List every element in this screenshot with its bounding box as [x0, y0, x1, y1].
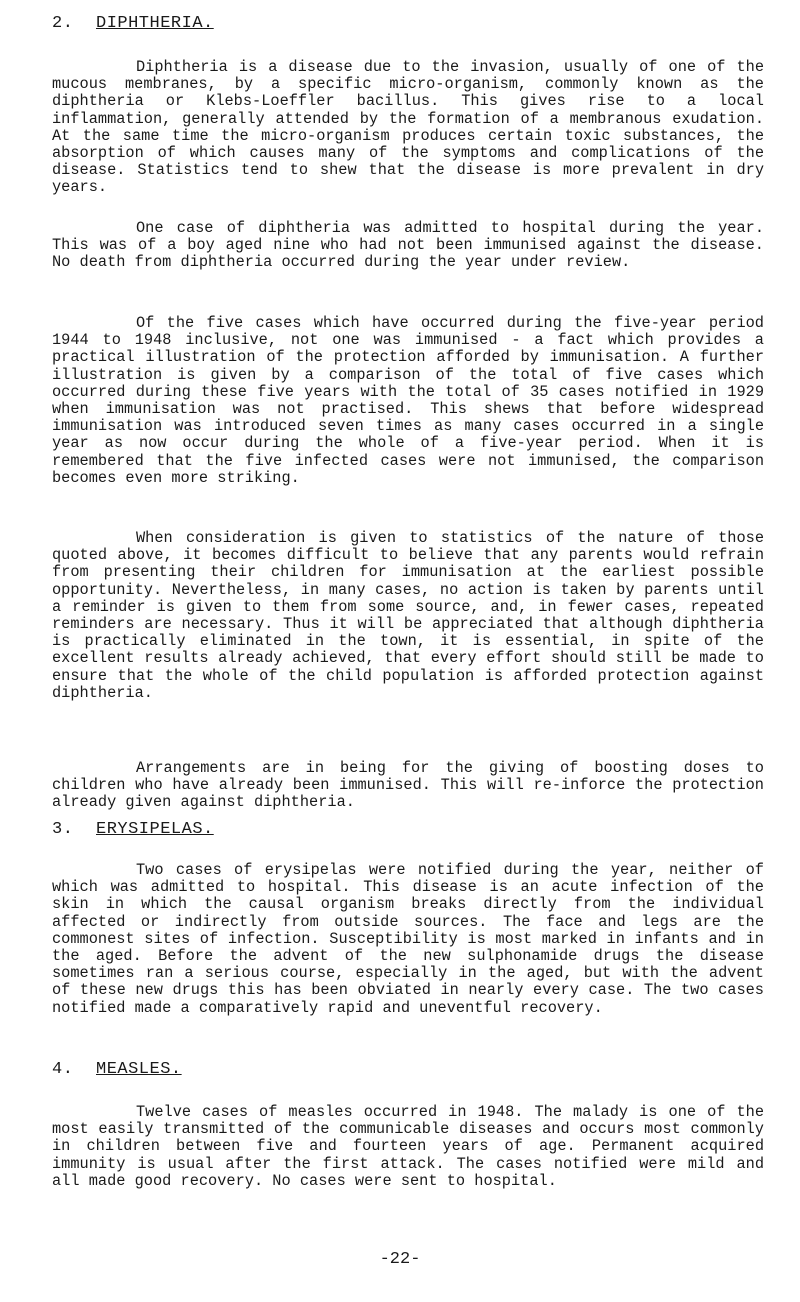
- paragraph-text: Twelve cases of measles occurred in 1948. The malady is one of the most easily transmitted of the communicable diseases and occurs most commonly in children between five and fourteen years of age. Permanent acquired immunity is usual after the first attack. The cases notified were mild and all made good recovery. No cases were sent to hospital.: [52, 1103, 764, 1190]
- section-heading-erysipelas: [52, 820, 214, 839]
- paragraph-text: Of the five cases which have occurred during the five-year period 1944 to 1948 inclusive, not one was immunised - a fact which provides a practical illustration of the protection afforded by immunisation. A further illustration is given by a comparison of the total of five cases which occurred during these five years with the total of 35 cases notified in 1929 when immunisation was not practised. This shews that before widespread immunisation was introduced seven times as many cases occurred in a single year as now occur during the whole of a five-year period. When it is remembered that the five infected cases were not immunised, the comparison becomes even more striking.: [52, 314, 764, 487]
- paragraph: [52, 862, 764, 1017]
- section-number: 2.: [52, 14, 74, 33]
- paragraph-text: When consideration is given to statistics of the nature of those quoted above, it becomes difficult to believe that any parents would refrain from presenting their children for immunisation at the earliest possible opportunity. Nevertheless, in many cases, no action is taken by parents until a reminder is given to them from some source, and, in fewer cases, repeated reminders are necessary. Thus it will be appreciated that although diphtheria is practically eliminated in the town, it is essential, in spite of the excellent results already achieved, that every effort should still be made to ensure that the whole of the child population is afforded protection against diphtheria.: [52, 529, 764, 702]
- section-title: ERYSIPELAS.: [96, 820, 214, 839]
- section-heading-measles: [52, 1060, 182, 1079]
- paragraph: [52, 530, 764, 702]
- paragraph: [52, 59, 764, 197]
- paragraph: [52, 220, 764, 272]
- page-number: -22-: [379, 1250, 421, 1269]
- section-number: 3.: [52, 820, 74, 839]
- paragraph: [52, 315, 764, 487]
- section-number: 4.: [52, 1060, 74, 1079]
- paragraph-text: Arrangements are in being for the giving of boosting doses to children who have already been immunised. This will re-inforce the protection already given against diphtheria.: [52, 759, 764, 812]
- paragraph-text: Two cases of erysipelas were notified during the year, neither of which was admitted to hospital. This disease is an acute infection of the skin in which the causal organism breaks directly from the individual affected or indirectly from outside sources. The face and legs are the commonest sites of infection. Susceptibility is most marked in infants and in the aged. Before the advent of the new sulphonamide drugs the disease sometimes ran a serious course, especially in the aged, but with the advent of these new drugs this has been obviated in nearly every case. The two cases notified made a comparatively rapid and uneventful recovery.: [52, 861, 764, 1017]
- paragraph-text: Diphtheria is a disease due to the invasion, usually of one of the mucous membranes, by a specific micro-organism, commonly known as the diphtheria or Klebs-Loeffler bacillus. This gives rise to a local inflammation, generally attended by the formation of a membranous exudation. At the same time the micro-organism produces certain toxic substances, the absorption of which causes many of the symptoms and complications of the disease. Statistics tend to shew that the disease is more prevalent in dry years.: [52, 58, 764, 197]
- section-title: MEASLES.: [96, 1060, 182, 1079]
- paragraph: [52, 760, 764, 812]
- section-title: DIPHTHERIA.: [96, 14, 214, 33]
- paragraph: [52, 1104, 764, 1190]
- paragraph-text: One case of diphtheria was admitted to hospital during the year. This was of a boy aged nine who had not been immunised against the disease. No death from diphtheria occurred during the year under review.: [52, 219, 764, 272]
- section-heading-diphtheria: [52, 14, 214, 33]
